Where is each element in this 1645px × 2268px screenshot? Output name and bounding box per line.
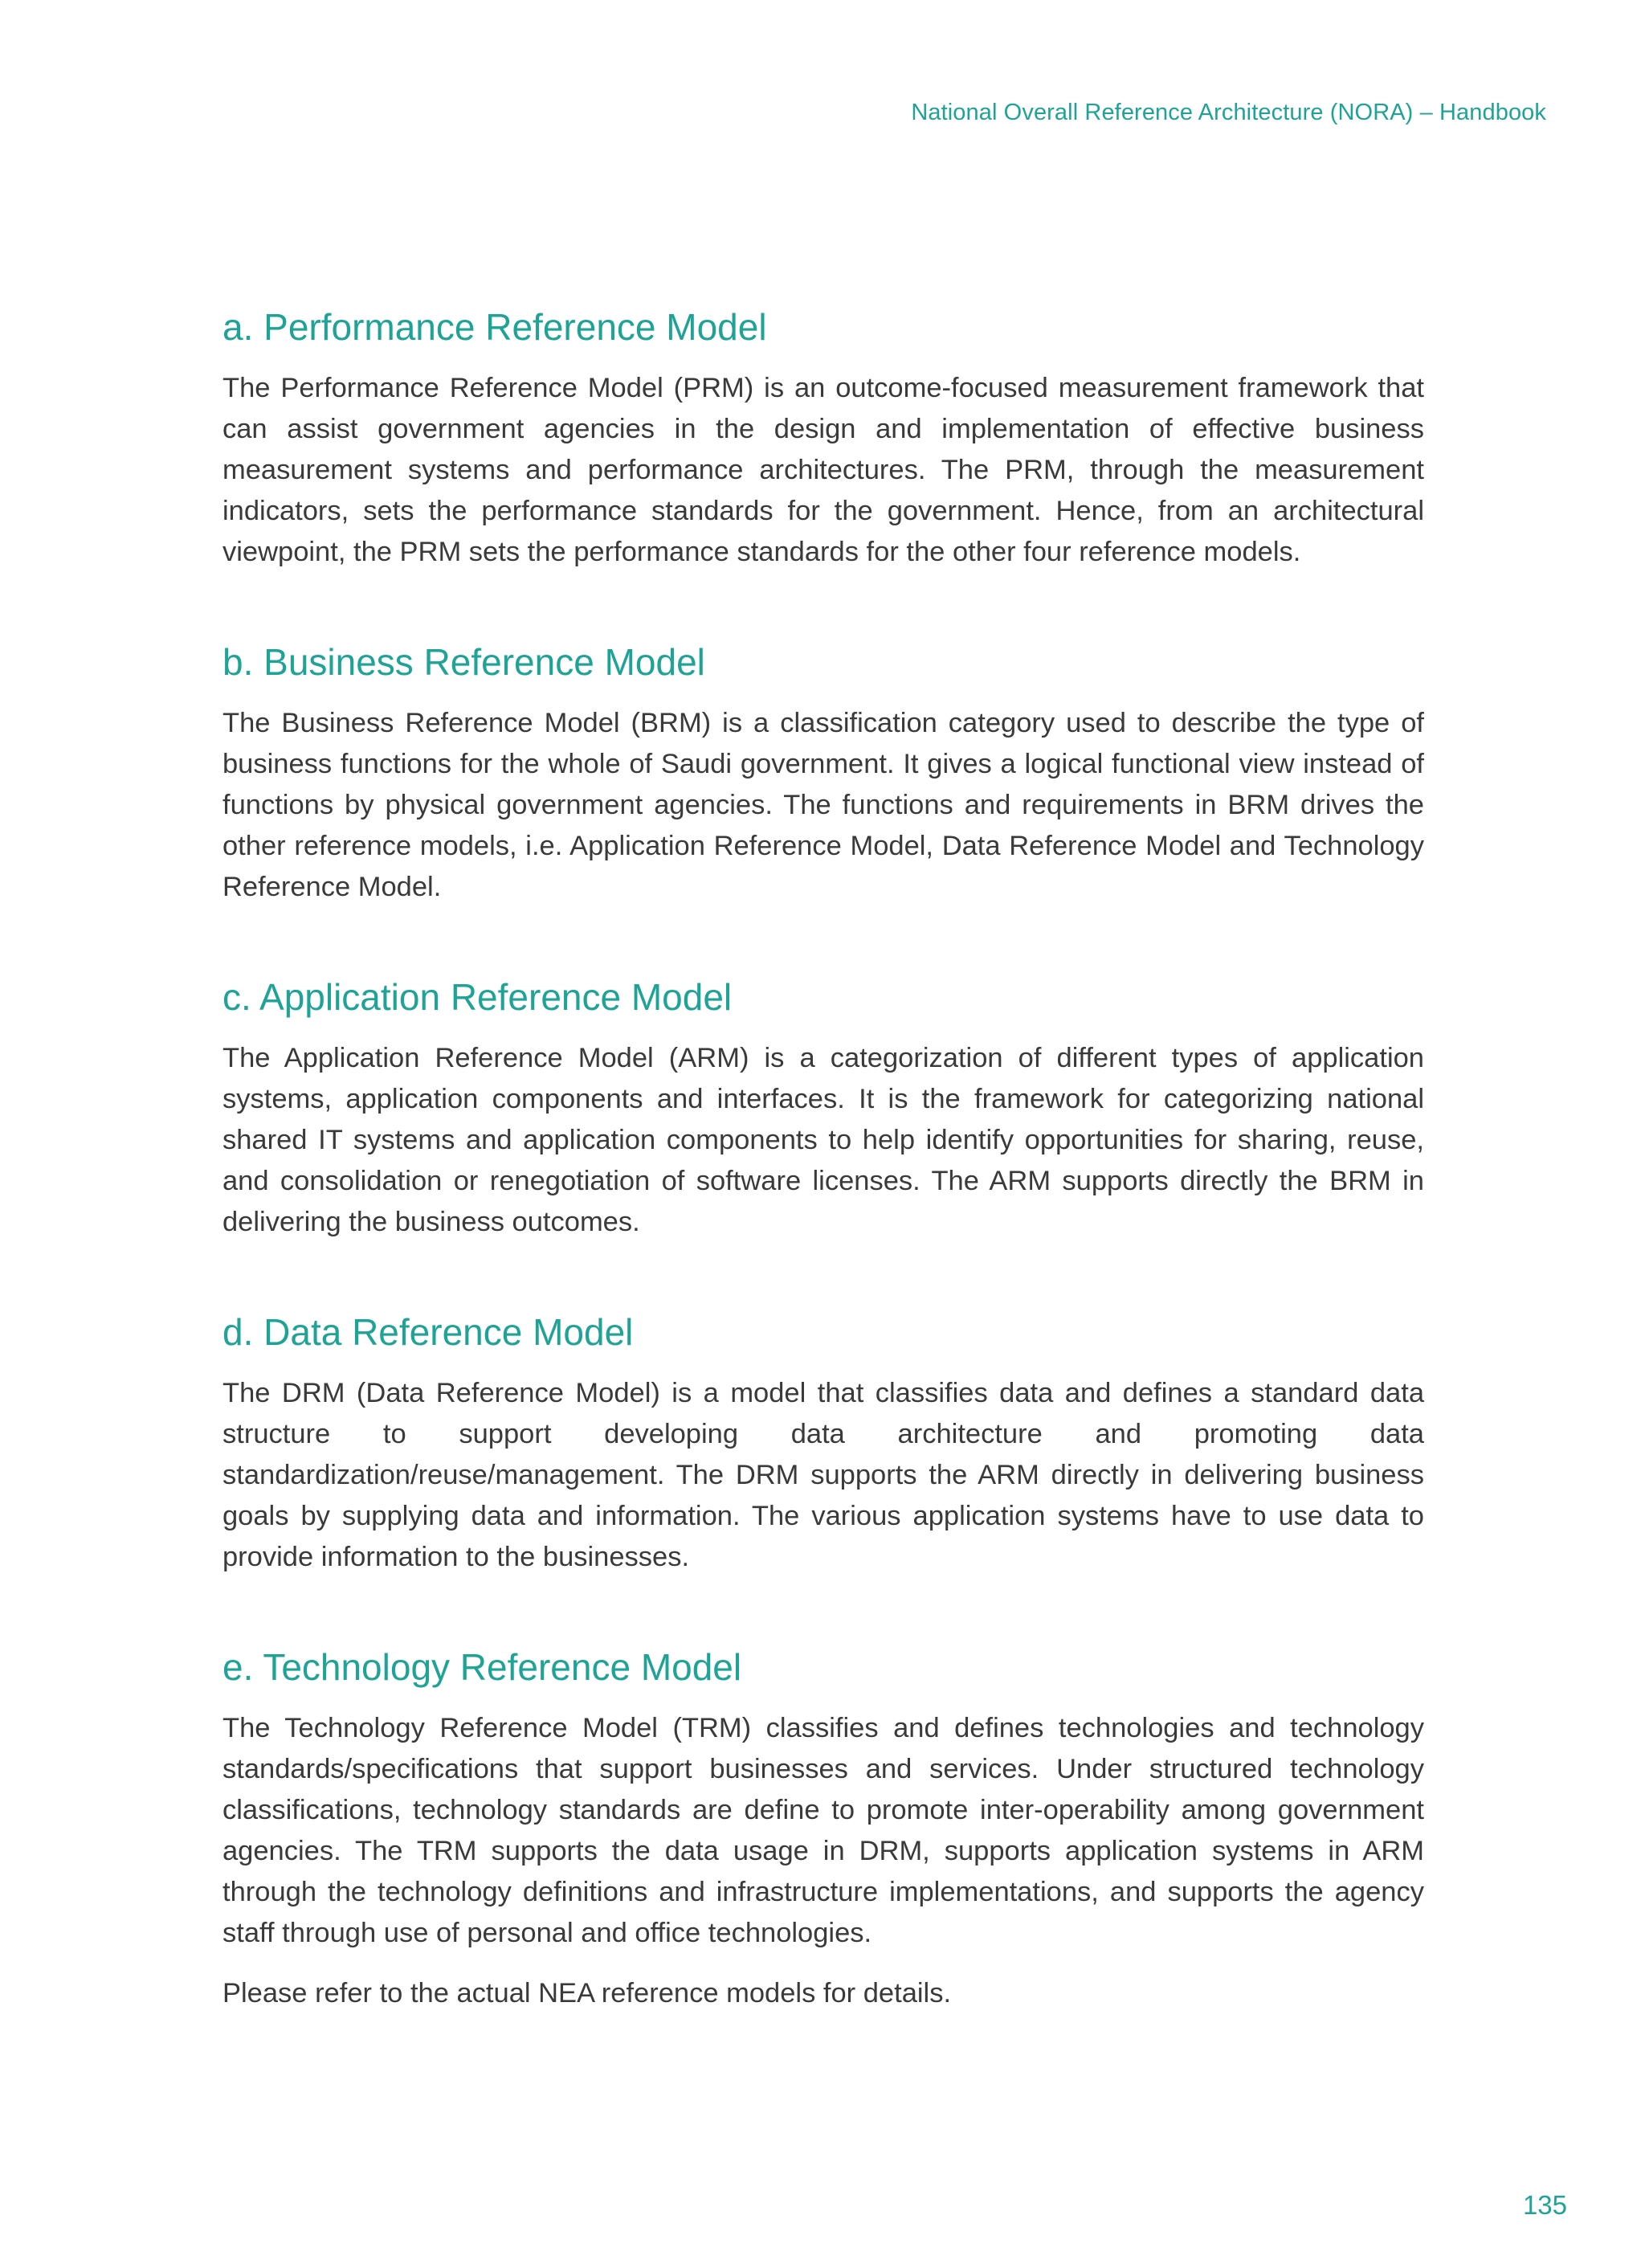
document-body xyxy=(222,305,1424,2014)
section-heading: a. Performance Reference Model xyxy=(222,306,767,348)
section-application-reference-model xyxy=(222,975,1424,1243)
section-heading: d. Data Reference Model xyxy=(222,1311,634,1353)
section-paragraph: The DRM (Data Reference Model) is a model that classifies data and defines a standard data structure to support developing data architecture and promoting data standardization/reuse/management. The DRM supports the ARM directly in delivering business goals by supplying data and information. The various application systems have to use data to provide information to the businesses. xyxy=(222,1378,1424,1572)
section-performance-reference-model xyxy=(222,305,1424,573)
running-header-title: National Overall Reference Architecture (NORA) – Handbook xyxy=(911,100,1546,125)
section-paragraph: The Performance Reference Model (PRM) is an outcome-focused measurement framework that can assist government agencies in the design and implementation of effective business measurement systems and performance architectures. The PRM, through the measurement indicators, sets the performance standards for the government. Hence, from an architectural viewpoint, the PRM sets the performance standards for the other four reference models. xyxy=(222,373,1424,567)
section-paragraph: The Application Reference Model (ARM) is a categorization of different types of application systems, application components and interfaces. It is the framework for categorizing national shared IT systems and application components to help identify opportunities for sharing, reuse, and consolidation or renegotiation of software licenses. The ARM supports directly the BRM in delivering the business outcomes. xyxy=(222,1043,1424,1237)
section-technology-reference-model xyxy=(222,1645,1424,1954)
section-business-reference-model xyxy=(222,640,1424,908)
section-heading: b. Business Reference Model xyxy=(222,641,705,683)
section-paragraph: The Technology Reference Model (TRM) classifies and defines technologies and technology standards/specifications that support businesses and services. Under structured technology classifications, technology standards are define to promote inter-operability among government agencies. The TRM supports the data usage in DRM, supports application systems in ARM through the technology definitions and infrastructure implementations, and supports the agency staff through use of personal and office technologies. xyxy=(222,1713,1424,1948)
closing-note: Please refer to the actual NEA reference models for details. xyxy=(222,1978,952,2009)
section-data-reference-model xyxy=(222,1310,1424,1578)
section-heading: c. Application Reference Model xyxy=(222,976,733,1018)
section-heading: e. Technology Reference Model xyxy=(222,1646,742,1688)
page-number: 135 xyxy=(1522,2190,1567,2220)
section-paragraph: The Business Reference Model (BRM) is a classification category used to describe the type of business functions for the whole of Saudi government. It gives a logical functional view instead of functions by physical government agencies. The functions and requirements in BRM drives the other reference models, i.e. Application Reference Model, Data Reference Model and Technology Reference Model. xyxy=(222,708,1424,902)
